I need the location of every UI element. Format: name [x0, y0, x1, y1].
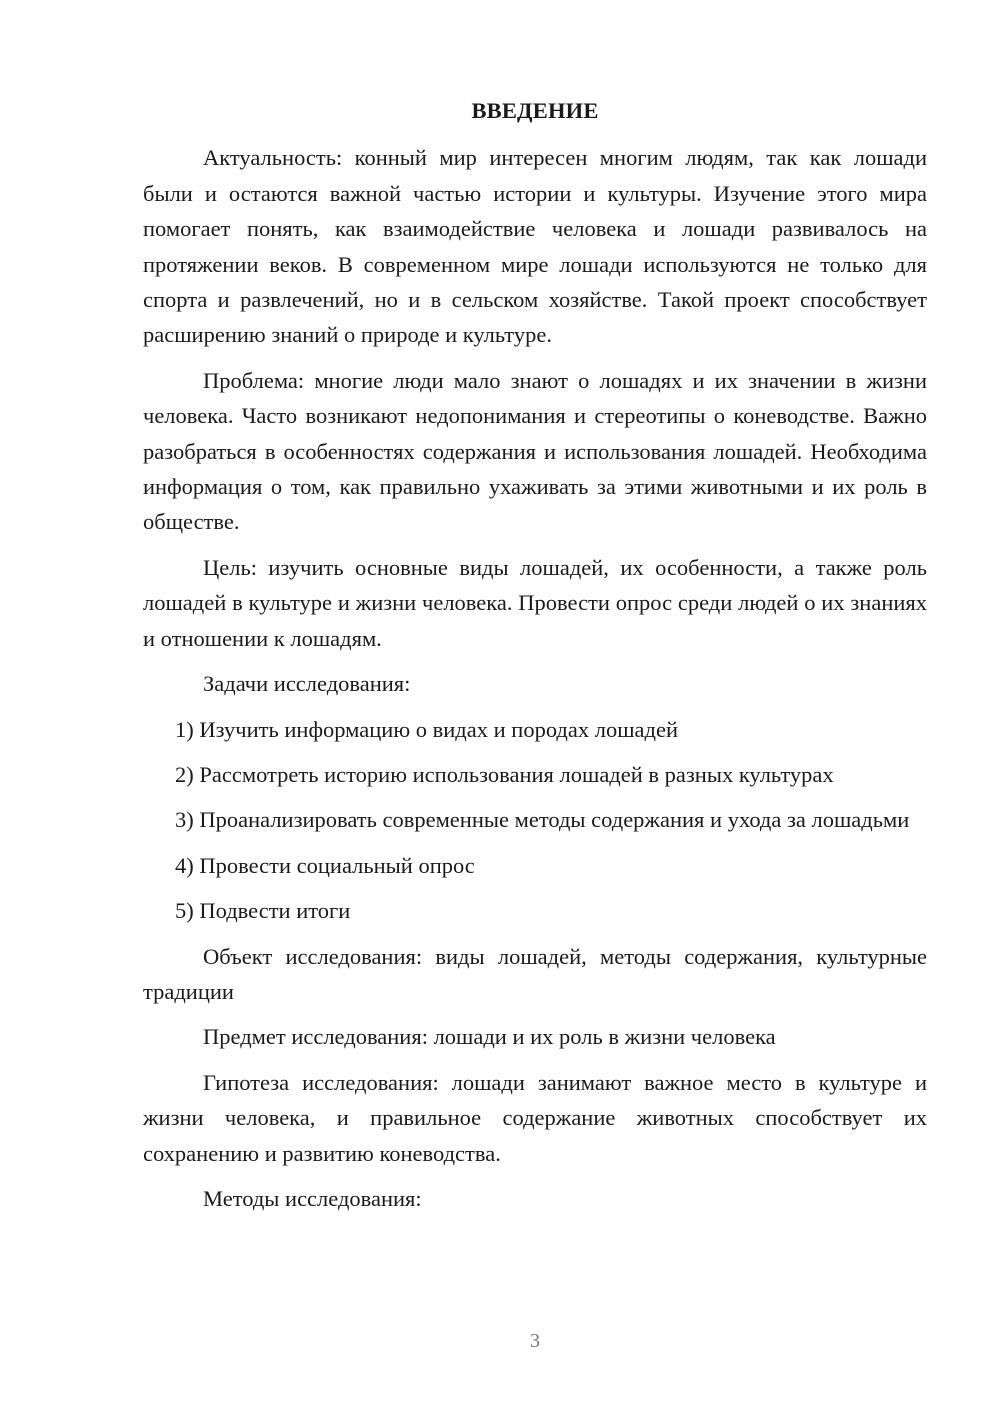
paragraph-tasks-heading: Задачи исследования:	[203, 671, 411, 697]
task-item-4: 4) Провести социальный опрос	[175, 852, 475, 878]
page-title: ВВЕДЕНИЕ	[471, 98, 599, 123]
task-item-5: 5) Подвести итоги	[175, 898, 351, 924]
document-body	[143, 93, 927, 1226]
paragraph-methods: Методы исследования:	[203, 1185, 422, 1211]
paragraph-object: Объект исследования: виды лошадей, методы содержания, культурные традиции	[143, 943, 927, 1004]
task-item-2: 2) Рассмотреть историю использования лошадей в разных культурах	[175, 761, 834, 787]
page-number: 3	[530, 1330, 540, 1352]
paragraph-relevance: Актуальность: конный мир интересен многим людям, так как лошади были и остаются важной частью истории и культуры. Изучение этого мира помогает понять, как взаимодействие человека и лошади развивалось на протяжении веков. В современном мире лошади используются не только для спорта и развлечений, но и в сельском хозяйстве. Такой проект способствует расширению знаний о природе и культуре.	[143, 145, 927, 348]
paragraph-subject: Предмет исследования: лошади и их роль в жизни человека	[203, 1024, 776, 1050]
task-item-3: 3) Проанализировать современные методы содержания и ухода за лошадьми	[175, 807, 910, 833]
paragraph-hypothesis: Гипотеза исследования: лошади занимают важное место в культуре и жизни человека, и правильное содержание животных способствует их сохранению и развитию коневодства.	[143, 1069, 927, 1166]
paragraph-goal: Цель: изучить основные виды лошадей, их особенности, а также роль лошадей в культуре и жизни человека. Провести опрос среди людей о их знаниях и отношении к лошадям.	[143, 554, 927, 651]
task-item-1: 1) Изучить информацию о видах и породах лошадей	[175, 716, 678, 742]
paragraph-problem: Проблема: многие люди мало знают о лошадях и их значении в жизни человека. Часто возникают недопонимания и стереотипы о коневодстве. Важно разобраться в особенностях содержания и использования лошадей. Необходима информация о том, как правильно ухаживать за этими животными и их роль в обществе.	[143, 367, 927, 535]
